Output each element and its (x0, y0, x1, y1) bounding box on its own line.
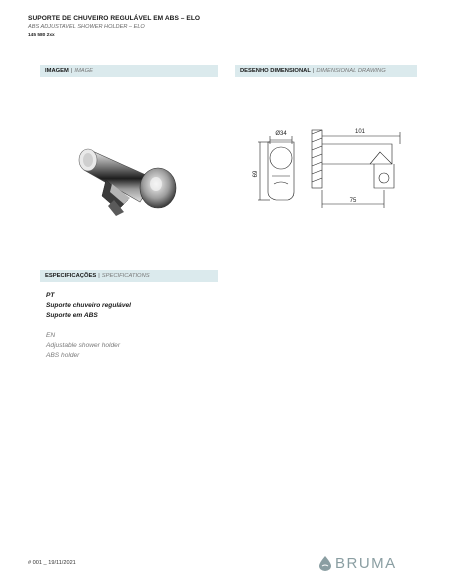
spec-pt (46, 291, 131, 320)
brand-logo (318, 553, 428, 572)
brand-name: BRUMA (335, 555, 397, 572)
dim-diameter: Ø34 (275, 131, 287, 137)
dim-width: 101 (354, 129, 366, 135)
spec-pt-lang: PT (46, 292, 55, 299)
document-title: SUPORTE DE CHUVEIRO REGULÁVEL EM ABS – ELO (28, 15, 201, 22)
spec-pt-line: Suporte em ABS (46, 311, 98, 319)
spec-en (46, 331, 120, 360)
spec-pt-line: Suporte chuveiro regulável (46, 301, 132, 309)
spec-en-line: ABS holder (46, 351, 80, 359)
dim-height: 69 (253, 170, 259, 178)
product-image (70, 140, 185, 220)
spec-en-line: Adjustable shower holder (46, 341, 121, 349)
drop-icon (318, 555, 332, 571)
drawing-section-header: DESENHO DIMENSIONAL | DIMENSIONAL DRAWING (235, 65, 417, 77)
spec-en-lang: EN (46, 332, 56, 339)
footer-revision: # 001 _ 19/11/2021 (28, 560, 76, 566)
dimensional-drawing (250, 120, 420, 220)
image-section-header: IMAGEM | IMAGE (40, 65, 218, 77)
product-code: 145 580 2xx (28, 33, 55, 38)
specs-section-header: ESPECIFICAÇÕES | SPECIFICATIONS (40, 270, 218, 282)
document-subtitle: ABS ADJUSTAVEL SHOWER HOLDER – ELO (28, 24, 145, 30)
dim-depth: 75 (349, 198, 357, 204)
